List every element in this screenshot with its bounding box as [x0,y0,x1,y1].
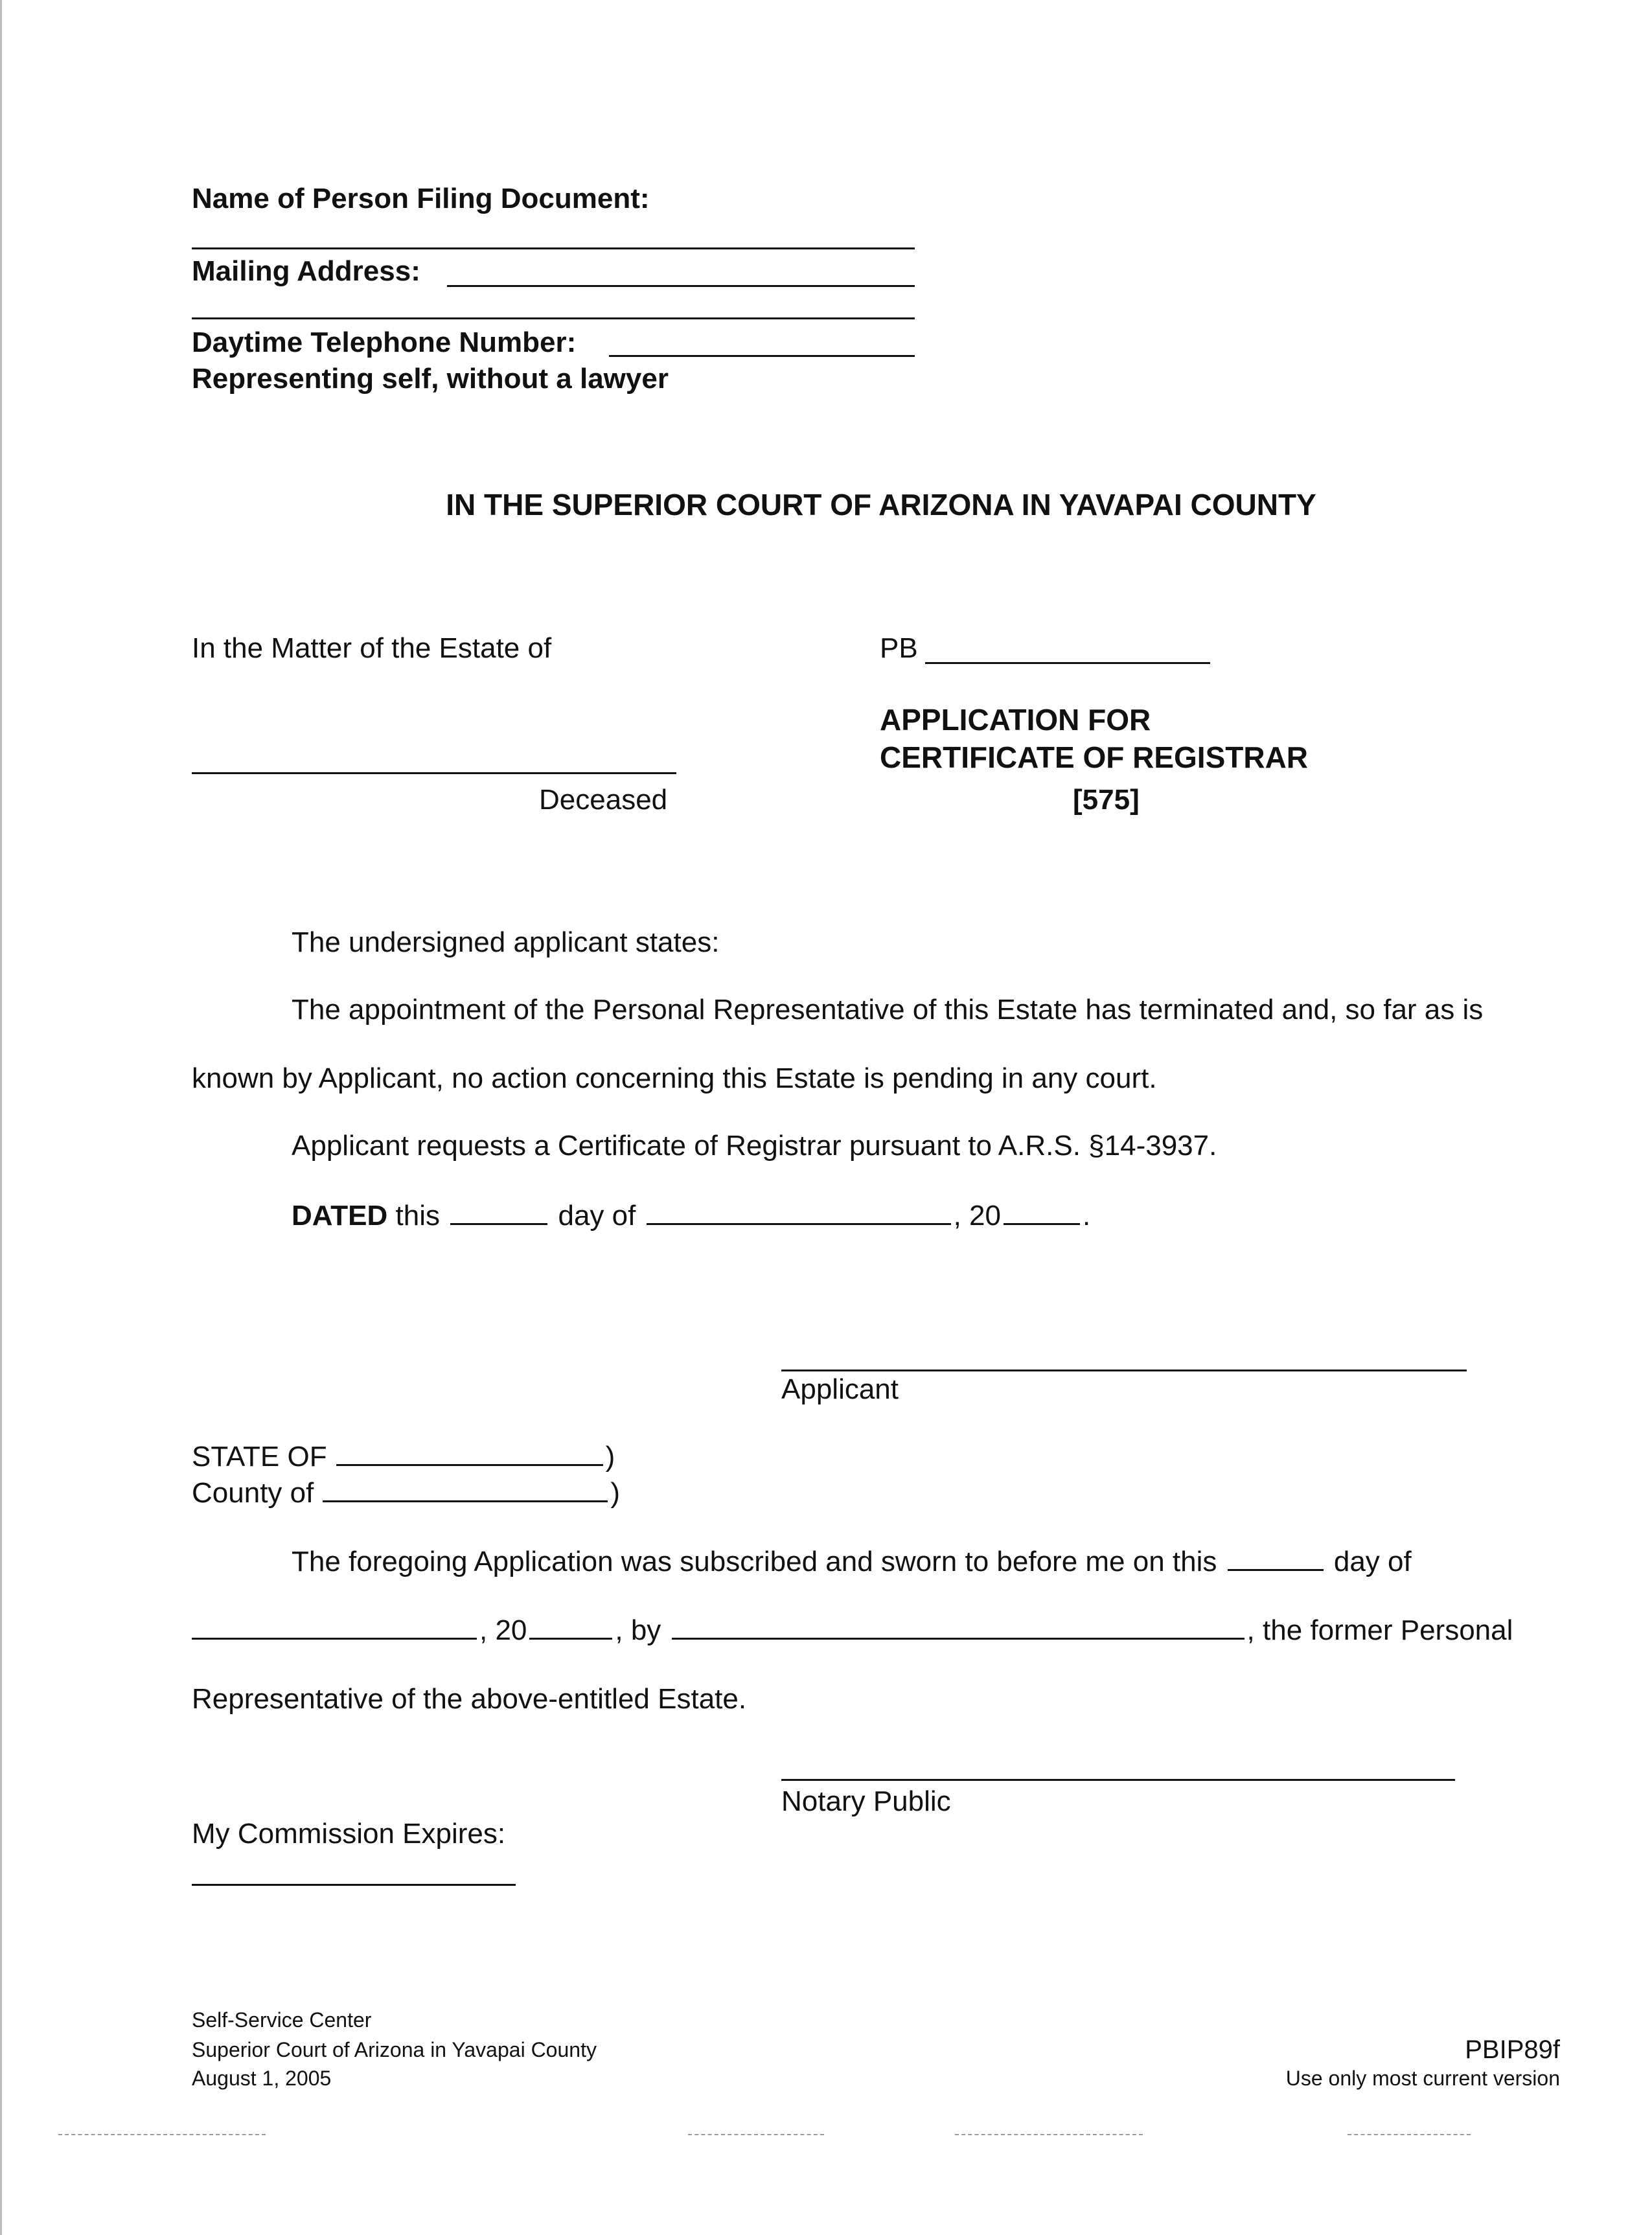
dated-20: , 20 [953,1200,1001,1232]
dated-period: . [1082,1200,1091,1232]
version-note: Use only most current version [1285,2067,1560,2090]
state-blank[interactable] [336,1441,603,1466]
representing-self-text: Representing self, without a lawyer [192,363,669,395]
commission-expiry-line[interactable] [192,1884,516,1886]
scan-artifact-line [1348,2134,1471,2135]
name-of-person-label: Name of Person Filing Document: [192,183,650,214]
decedent-name-line[interactable] [192,772,676,774]
jurat-20: , 20 [479,1614,527,1646]
jurat-name-blank[interactable] [672,1614,1245,1640]
county-of-line [192,1477,620,1509]
dated-line [292,1200,1090,1232]
footer-date: August 1, 2005 [192,2067,332,2090]
dated-month-blank[interactable] [647,1200,951,1225]
case-number-line[interactable] [925,662,1210,664]
jurat-former-pr: , the former Personal [1246,1614,1513,1646]
commission-expires-label: My Commission Expires: [192,1818,506,1850]
notary-public-label: Notary Public [781,1785,951,1817]
mailing-address-field-line[interactable] [447,285,915,287]
footer-court: Superior Court of Arizona in Yavapai County [192,2038,597,2061]
jurat-year-blank[interactable] [529,1614,612,1640]
applicant-states: The undersigned applicant states: [292,926,720,958]
footer-center: Self-Service Center [192,2008,372,2032]
jurat-day-of: day of [1333,1546,1412,1577]
scan-edge [0,0,2,2235]
applicant-label: Applicant [781,1373,899,1405]
jurat-by: , by [615,1614,661,1646]
phone-label: Daytime Telephone Number: [192,327,577,358]
case-number-prefix: PB [880,632,918,664]
state-of-label: STATE OF [192,1441,327,1473]
dated-year-blank[interactable] [1004,1200,1080,1225]
document-title-line1: APPLICATION FOR [880,703,1151,737]
jurat-line3: Representative of the above-entitled Estate. [192,1683,747,1715]
state-of-line [192,1441,615,1473]
statement-line1: The appointment of the Personal Representative of this Estate has terminated and, so far as is [292,994,1484,1026]
scan-artifact-line [58,2134,266,2135]
court-title: IN THE SUPERIOR COURT OF ARIZONA IN YAVAPAI COUNTY [446,488,1316,522]
county-paren: ) [610,1477,620,1509]
matter-of-estate-label: In the Matter of the Estate of [192,632,552,664]
dated-word: DATED [292,1200,388,1232]
phone-field-line[interactable] [609,355,915,357]
dated-this: this [395,1200,441,1232]
county-blank[interactable] [323,1477,608,1502]
applicant-signature-line[interactable] [781,1370,1467,1371]
request-statement: Applicant requests a Certificate of Registrar pursuant to A.R.S. §14-3937. [292,1130,1217,1162]
jurat-line2 [192,1614,1513,1647]
jurat-text1: The foregoing Application was subscribed and sworn to before me on this [292,1546,1217,1577]
mailing-address-field-line-2[interactable] [192,317,915,319]
dated-day-blank[interactable] [450,1200,547,1225]
name-field-line[interactable] [192,247,915,249]
scan-artifact-line [688,2134,824,2135]
mailing-address-label: Mailing Address: [192,255,420,287]
state-paren: ) [605,1441,615,1473]
form-code: PBIP89f [1465,2035,1560,2064]
deceased-label: Deceased [539,784,668,816]
statement-line2: known by Applicant, no action concerning this Estate is pending in any court. [192,1062,1157,1094]
document-title-line2: CERTIFICATE OF REGISTRAR [880,740,1309,774]
jurat-day-blank[interactable] [1228,1546,1324,1571]
scan-artifact-line [955,2134,1143,2135]
jurat-month-blank[interactable] [192,1614,477,1640]
notary-signature-line[interactable] [781,1779,1455,1781]
county-of-label: County of [192,1477,314,1509]
document-code: [575] [1073,784,1140,816]
jurat-line1 [292,1546,1412,1578]
dated-day-of: day of [558,1200,636,1232]
